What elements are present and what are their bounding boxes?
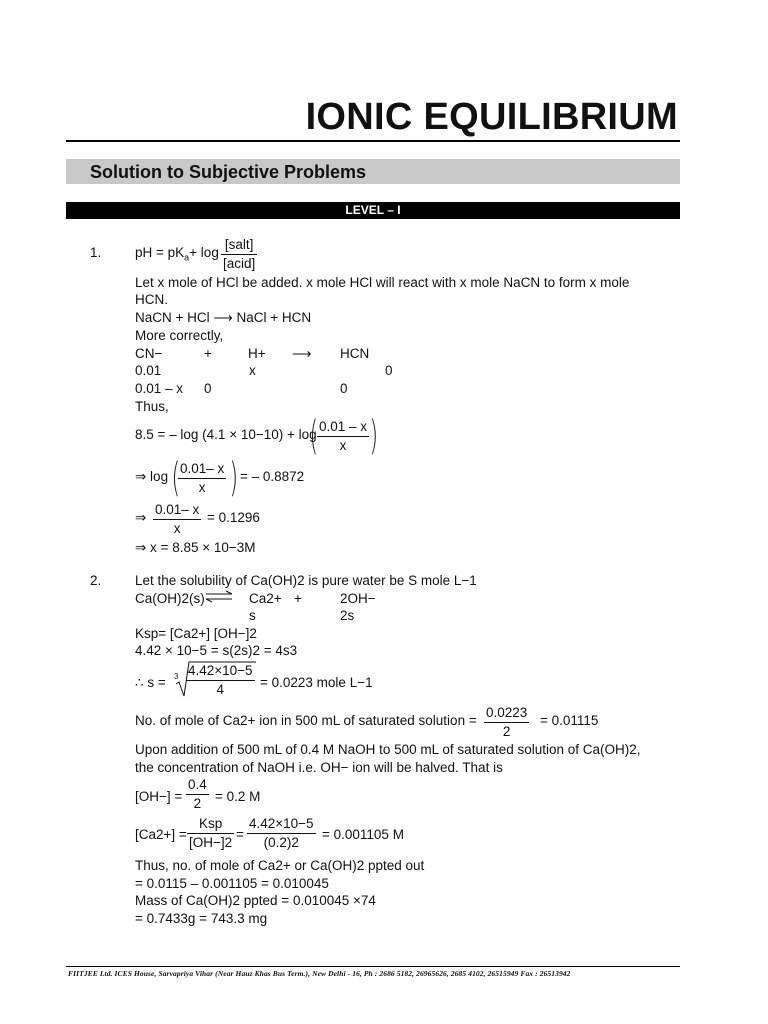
fraction-denominator: 2 xyxy=(484,722,529,739)
ca-right: = 0.001105 M xyxy=(322,827,404,842)
ca-fraction-ksp xyxy=(187,817,234,849)
root-fraction xyxy=(186,664,255,696)
right-paren: ) xyxy=(369,413,379,459)
root-prefix: ∴ s = xyxy=(135,675,166,690)
equilibrium-arrow-icon xyxy=(204,590,234,604)
step1-fraction xyxy=(317,420,369,452)
q2-add2: the concentration of NaOH i.e. OH− ion will be halved. That is xyxy=(135,760,503,775)
row3-c: 0 xyxy=(340,381,348,396)
page-title: IONIC EQUILIBRIUM xyxy=(305,96,678,138)
ca-fraction-value xyxy=(247,817,316,849)
footer-address: FIITJEE Ltd. ICES House, Sarvapriya Vihar (Near Hauz Khas Bus Term.), New Delhi - 16, Ph : 2686 5182, 26965626, 2685 4102, 26515949 Fax : 26513942 xyxy=(68,969,571,978)
fraction-denominator: 2 xyxy=(186,794,209,811)
fraction-denominator: x xyxy=(178,478,226,495)
q2-s-ca: s xyxy=(249,608,256,623)
right-paren: ) xyxy=(229,455,239,501)
row1-cn: CN− xyxy=(135,346,163,361)
fraction-numerator: 0.01– x xyxy=(155,502,200,517)
row3-b: 0 xyxy=(204,381,212,396)
ppt-line4: = 0.7433g = 743.3 mg xyxy=(135,911,268,926)
fraction-numerator: 0.0223 xyxy=(486,705,528,720)
fraction-numerator: 4.42×10−5 xyxy=(188,663,253,678)
oh-left: [OH−] = xyxy=(135,789,183,804)
moles-left: No. of mole of Ca2+ ion in 500 mL of saturated solution = xyxy=(135,713,477,728)
subtitle: Solution to Subjective Problems xyxy=(90,162,367,182)
ph-sub: a xyxy=(184,252,190,263)
step3-left: ⇒ xyxy=(135,510,147,525)
row1-h: H+ xyxy=(248,346,266,361)
subtitle-bar xyxy=(66,159,680,184)
q2-number: 2. xyxy=(90,573,102,588)
q1-thus: Thus, xyxy=(135,399,169,414)
ppt-line3: Mass of Ca(OH)2 ppted = 0.010045 ×74 xyxy=(135,893,376,908)
q2-line1: Let the solubility of Ca(OH)2 is pure water be S mole L−1 xyxy=(135,573,477,588)
row1-arrow: ⟶ xyxy=(292,346,312,361)
fraction-numerator: 4.42×10−5 xyxy=(249,816,314,831)
q1-line1: Let x mole of HCl be added. x mole HCl will react with x mole NaCN to form x mole xyxy=(135,275,630,290)
q1-number: 1. xyxy=(90,245,102,260)
row2-c: 0 xyxy=(385,363,393,378)
q2-s-oh: 2s xyxy=(340,608,355,623)
q1-equation xyxy=(135,311,311,325)
ph-mid: + log xyxy=(189,245,219,260)
ca-left: [Ca2+] = xyxy=(135,827,187,842)
step2-right: = – 0.8872 xyxy=(240,469,305,484)
q1-more: More correctly, xyxy=(135,328,224,343)
fraction-denominator: x xyxy=(317,436,369,453)
row1-hcn: HCN xyxy=(340,346,370,361)
moles-right: = 0.01115 xyxy=(540,713,599,728)
step4: ⇒ x = 8.85 × 10−3M xyxy=(135,540,256,555)
fraction-denominator: [acid] xyxy=(223,255,256,271)
row1-plus: + xyxy=(204,346,212,361)
root-index: 3 xyxy=(174,672,179,681)
q1-line2: HCN. xyxy=(135,292,168,307)
fraction-denominator: x xyxy=(153,519,201,536)
q2-eq-plus: + xyxy=(294,591,302,606)
eq-right: NaCl + HCN xyxy=(236,310,312,325)
q2-add1: Upon addition of 500 mL of 0.4 M NaOH to 500 mL of saturated solution of Ca(OH)2, xyxy=(135,742,641,757)
step1-left: 8.5 = – log (4.1 × 10−10) + log xyxy=(135,427,317,442)
step2-left: ⇒ log xyxy=(135,469,169,484)
level-label: LEVEL – I xyxy=(345,203,401,217)
step3-fraction xyxy=(153,503,201,535)
fraction-denominator: 4 xyxy=(186,680,255,697)
fraction-denominator: (0.2)2 xyxy=(247,833,316,850)
ca-equals: = xyxy=(236,827,244,842)
salt-acid-fraction xyxy=(221,238,257,270)
fraction-numerator: Ksp xyxy=(198,816,223,831)
fraction-denominator: [OH−]2 xyxy=(189,834,233,850)
q2-eq-oh: 2OH− xyxy=(340,591,376,606)
left-paren: ( xyxy=(171,455,181,501)
arrow: ⟶ xyxy=(213,310,233,325)
fraction-numerator: 0.01– x xyxy=(180,461,225,476)
left-paren: ( xyxy=(309,413,319,459)
step2-fraction xyxy=(178,462,226,494)
moles-fraction xyxy=(484,706,529,738)
title-rule xyxy=(66,140,680,142)
row2-b: x xyxy=(249,363,256,378)
row3-a: 0.01 – x xyxy=(135,381,184,396)
q1-ph-formula xyxy=(135,245,219,263)
q2-ksp: Ksp= [Ca2+] [OH−]2 xyxy=(135,626,257,641)
q2-ksp-value: 4.42 × 10−5 = s(2s)2 = 4s3 xyxy=(135,643,298,658)
fraction-numerator: [salt] xyxy=(224,237,254,252)
root-right: = 0.0223 mole L−1 xyxy=(260,675,373,690)
fraction-numerator: 0.4 xyxy=(188,777,207,792)
oh-fraction xyxy=(186,778,209,810)
oh-right: = 0.2 M xyxy=(215,789,261,804)
q2-eq-ca: Ca2+ xyxy=(249,591,282,606)
eq-left: NaCN + HCl xyxy=(135,310,210,325)
footer-rule xyxy=(66,966,680,967)
q2-eq-left: Ca(OH)2(s) xyxy=(135,591,205,606)
ppt-line2: = 0.0115 – 0.001105 = 0.010045 xyxy=(135,876,329,891)
row2-a: 0.01 xyxy=(135,363,162,378)
step3-right: = 0.1296 xyxy=(207,510,260,525)
ppt-line1: Thus, no. of mole of Ca2+ or Ca(OH)2 ppted out xyxy=(135,858,425,873)
level-bar xyxy=(66,202,680,219)
fraction-numerator: 0.01 – x xyxy=(319,419,368,434)
ph-prefix: pH = pK xyxy=(135,245,185,260)
